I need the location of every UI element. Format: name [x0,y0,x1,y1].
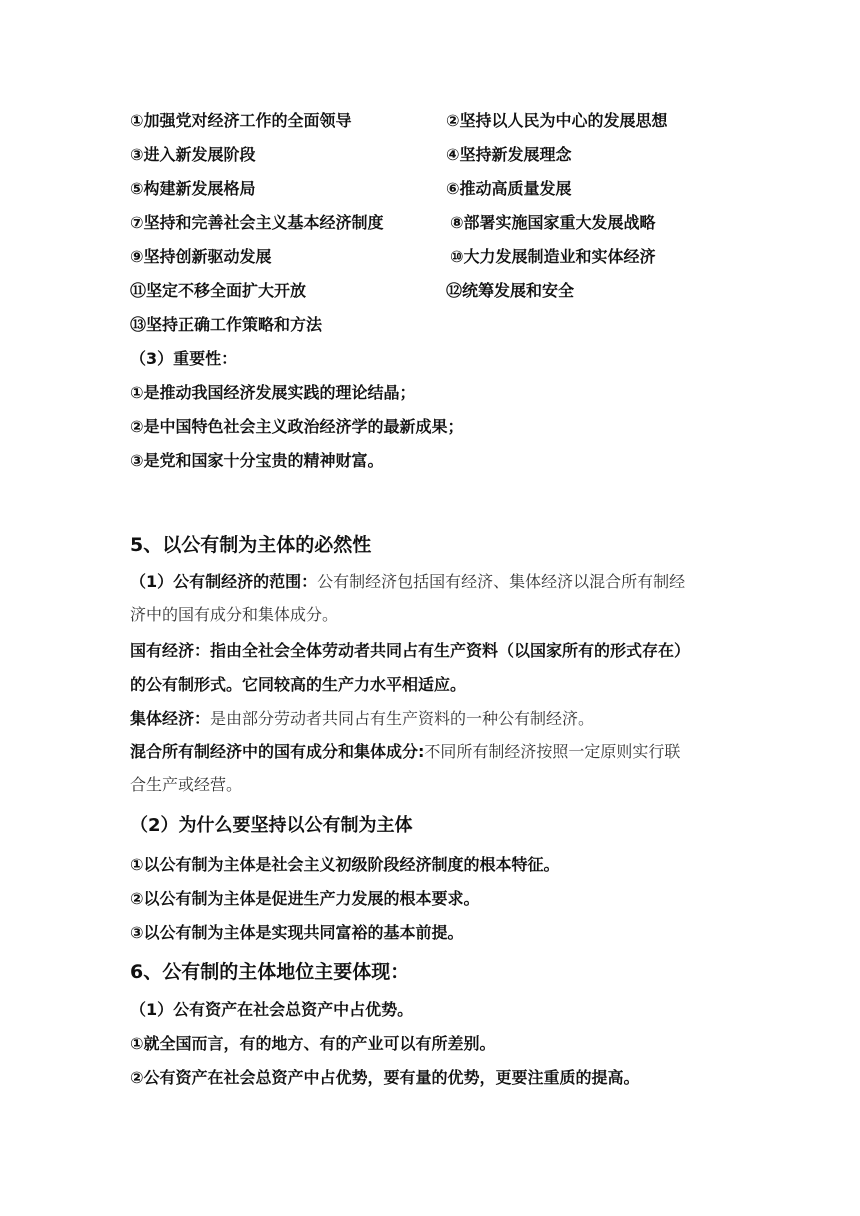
mixed-paragraph [130,742,680,762]
list-item: ⑦坚持和完善社会主义基本经济制度 [130,213,384,232]
importance-heading: （3）重要性： [130,349,238,368]
mixed-label: 混合所有制经济中的国有成分和集体成分: [130,742,425,761]
why-heading: （2）为什么要坚持以公有制为主体 [130,815,413,836]
list-item: ②公有资产在社会总资产中占优势，要有量的优势，更要注重质的提高。 [130,1068,640,1087]
list-item: ⑨坚持创新驱动发展 [130,247,272,266]
why-item: ②以公有制为主体是促进生产力发展的根本要求。 [130,889,480,908]
importance-item: ②是中国特色社会主义政治经济学的最新成果； [130,417,464,436]
sub-heading: （1）公有资产在社会总资产中占优势。 [130,1000,414,1019]
list-item: ⑩大力发展制造业和实体经济 [450,247,656,266]
scope-label: （1）公有制经济的范围： [130,572,318,591]
why-item: ③以公有制为主体是实现共同富裕的基本前提。 [130,923,464,942]
section-title: 6、公有制的主体地位主要体现： [130,961,410,983]
collective-label: 集体经济： [130,709,211,728]
list-item: ④坚持新发展理念 [446,145,572,164]
list-item: ⑤构建新发展格局 [130,179,256,198]
mixed-text: 不同所有制经济按照一定原则实行联 [424,742,681,761]
section-title: 5、以公有制为主体的必然性 [130,534,372,556]
list-item: ①加强党对经济工作的全面领导 [130,111,352,130]
scope-text: 公有制经济包括国有经济、集体经济以混合所有制经 [317,572,686,591]
state-paragraph [130,641,690,661]
importance-item: ③是党和国家十分宝贵的精神财富。 [130,451,384,470]
state-text-cont: 的公有制形式。它同较高的生产力水平相适应。 [130,675,467,694]
collective-text: 是由部分劳动者共同占有生产资料的一种公有制经济。 [210,709,595,728]
why-item: ①以公有制为主体是社会主义初级阶段经济制度的根本特征。 [130,855,560,874]
scope-text-cont: 济中的国有成分和集体成分。 [130,605,339,624]
list-item: ②坚持以人民为中心的发展思想 [446,111,668,130]
importance-item: ①是推动我国经济发展实践的理论结晶； [130,383,416,402]
list-item: ⑫统筹发展和安全 [446,281,575,300]
state-label: 国有经济： [130,641,211,660]
state-text: 指由全社会全体劳动者共同占有生产资料（以国家所有的形式存在） [210,641,691,660]
list-item: ⑥推动高质量发展 [446,179,572,198]
collective-paragraph [130,709,594,729]
list-item: ⑪坚定不移全面扩大开放 [130,281,307,300]
list-item: ①就全国而言，有的地方、有的产业可以有所差别。 [130,1034,496,1053]
list-item: ⑧部署实施国家重大发展战略 [450,213,656,232]
mixed-text-cont: 合生产或经营。 [130,775,243,794]
list-item: ③进入新发展阶段 [130,145,256,164]
scope-paragraph [130,572,685,592]
list-item: ⑬坚持正确工作策略和方法 [130,315,323,334]
